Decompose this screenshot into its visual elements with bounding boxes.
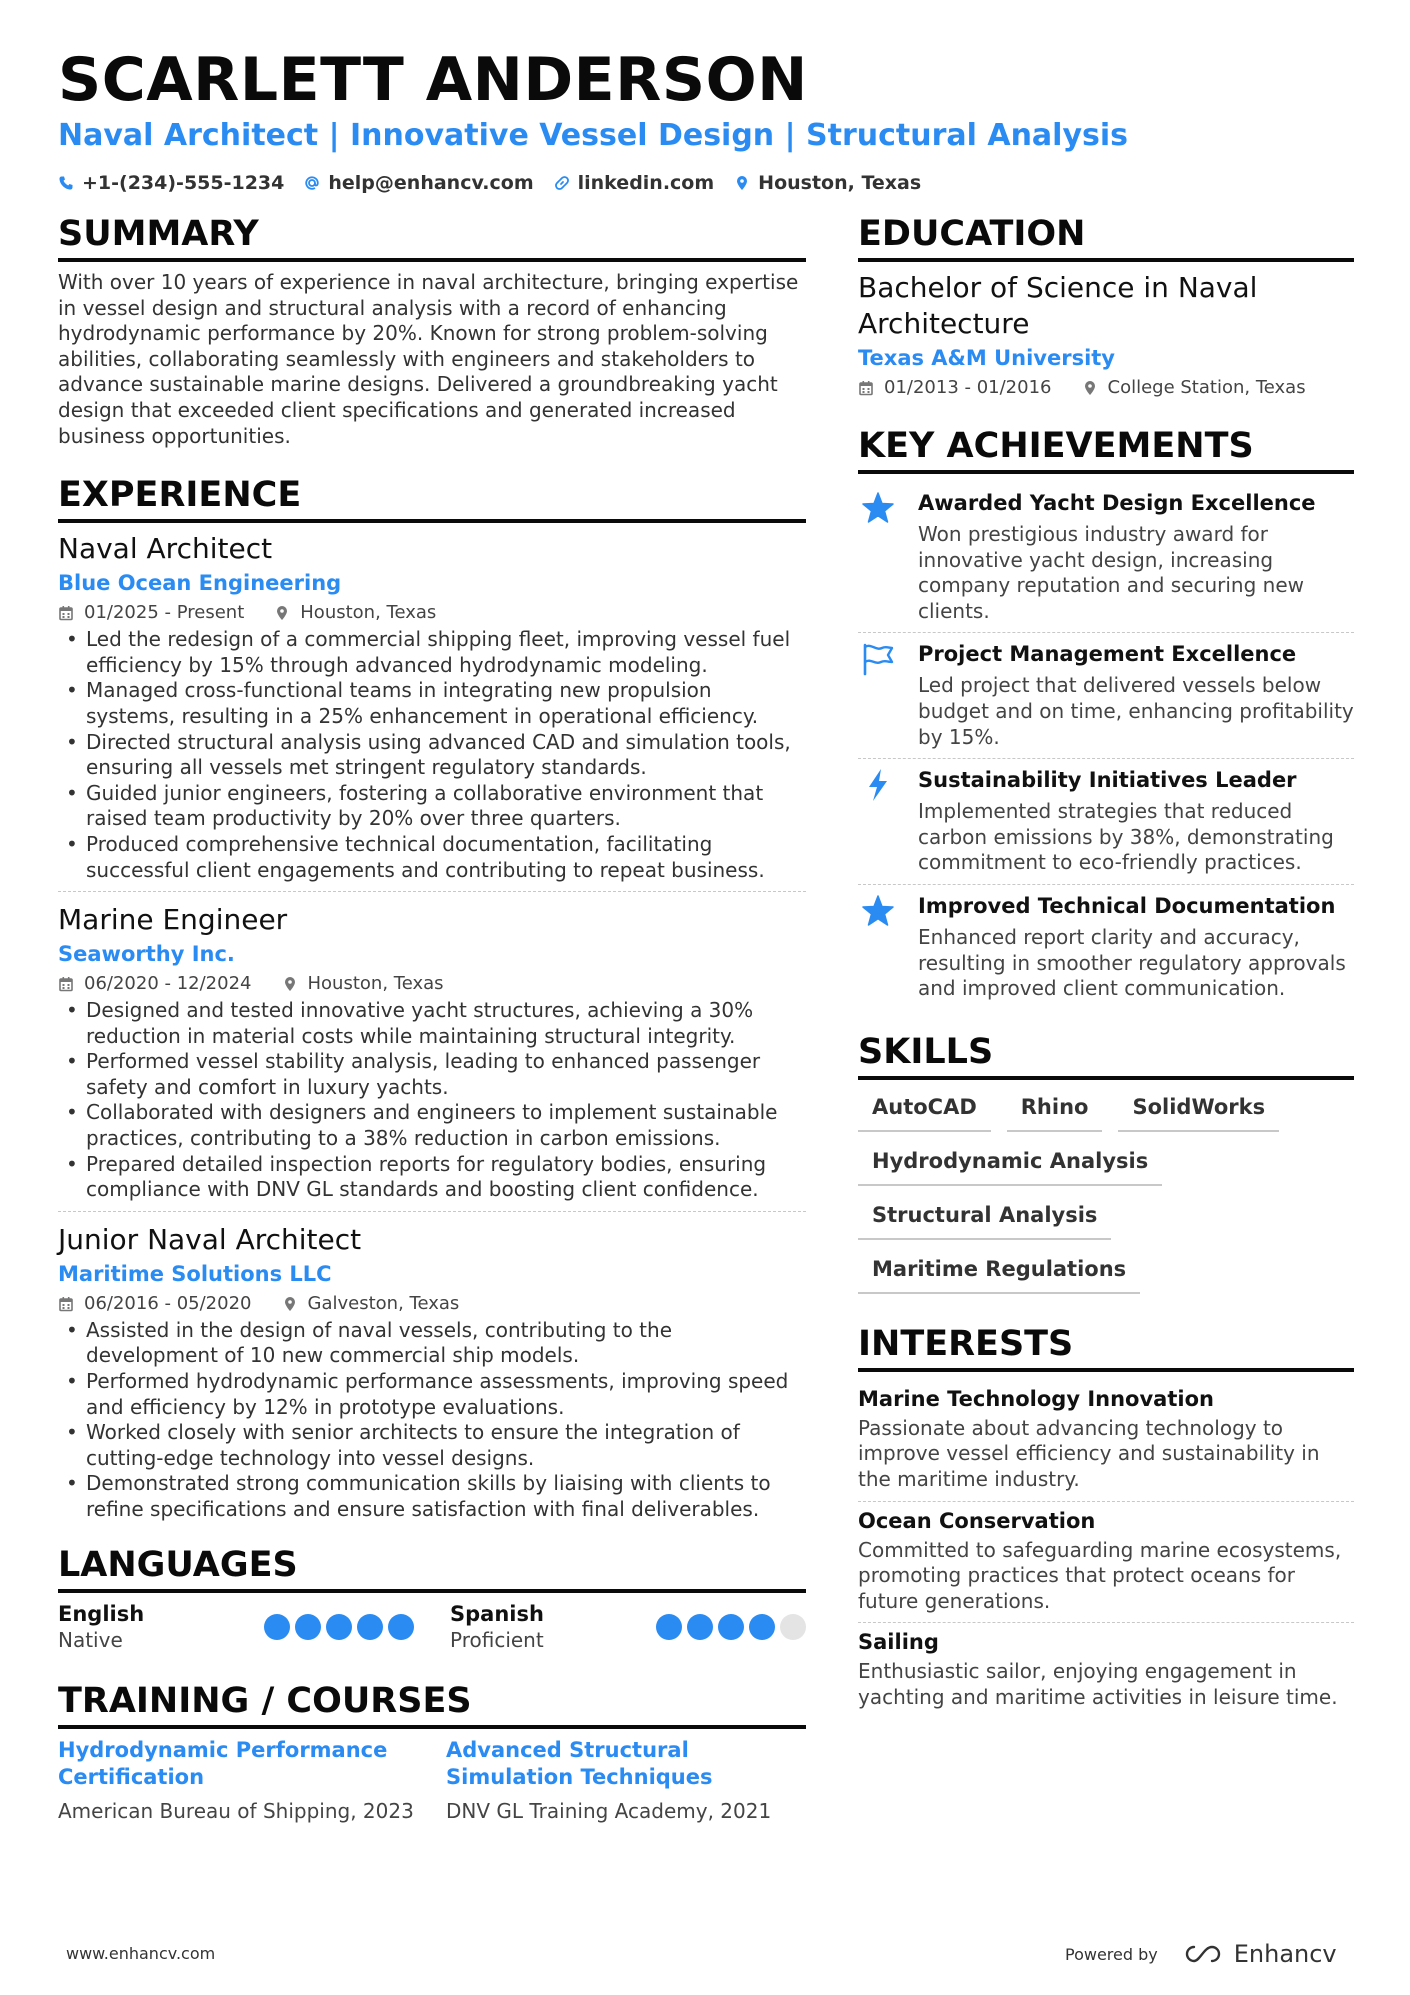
achievement-desc: Enhanced report clarity and accuracy, resulting in smoother regulatory approvals and improved client communication. bbox=[918, 924, 1346, 1001]
footer-url[interactable]: www.enhancv.com bbox=[66, 1944, 216, 1963]
lightning-icon bbox=[860, 767, 896, 803]
email-text: help@enhancv.com bbox=[328, 172, 534, 194]
calendar-icon bbox=[858, 380, 874, 396]
skills-section bbox=[858, 1030, 1354, 1304]
achievement-desc: Implemented strategies that reduced carbon emissions by 38%, demonstrating commitment to eco-friendly practices. bbox=[918, 799, 1334, 875]
job-bullet: • Led the redesign of a commercial shipping fleet, improving vessel fuel efficiency by 15% through advanced hydrodynamic modeling. bbox=[58, 627, 806, 678]
interest-title: Ocean Conservation bbox=[858, 1508, 1096, 1533]
interest-desc: Passionate about advancing technology to improve vessel efficiency and sustainability in the maritime industry. bbox=[858, 1415, 1320, 1491]
course-item bbox=[58, 1737, 418, 1825]
phone-icon bbox=[58, 175, 74, 191]
enhancv-logo-icon bbox=[1180, 1943, 1226, 1965]
achievement-body bbox=[918, 639, 1354, 750]
at-icon bbox=[304, 175, 320, 191]
achievement-title: Improved Technical Documentation bbox=[918, 893, 1336, 918]
company-name: Seaworthy Inc. bbox=[58, 942, 235, 967]
contact-linkedin[interactable] bbox=[554, 172, 715, 194]
education-dates-text: 01/2013 - 01/2016 bbox=[884, 377, 1052, 398]
left-column bbox=[58, 212, 806, 1825]
headline: Naval Architect | Innovative Vessel Design | Structural Analysis bbox=[58, 118, 1129, 153]
course-item bbox=[446, 1737, 806, 1825]
language-item bbox=[58, 1601, 414, 1653]
rating-dot-filled bbox=[357, 1614, 383, 1640]
course-list bbox=[58, 1737, 806, 1825]
interest-item bbox=[858, 1623, 1354, 1718]
powered-by bbox=[1065, 1940, 1337, 1968]
language-level: Native bbox=[58, 1627, 123, 1652]
flag-icon bbox=[860, 641, 896, 677]
achievement-icon bbox=[858, 891, 918, 1002]
rating-dot-filled bbox=[388, 1614, 414, 1640]
job-bullet: • Produced comprehensive technical documentation, facilitating successful client engagements and contributing to repeat business. bbox=[58, 832, 806, 883]
job-title: Naval Architect bbox=[58, 532, 273, 566]
achievement-body bbox=[918, 488, 1354, 624]
contact-phone[interactable] bbox=[58, 172, 284, 194]
job-title: Junior Naval Architect bbox=[58, 1222, 362, 1256]
education-section bbox=[858, 212, 1354, 402]
calendar-icon bbox=[58, 1296, 74, 1312]
company-name: Blue Ocean Engineering bbox=[58, 571, 342, 596]
section-title-skills: SKILLS bbox=[858, 1030, 1354, 1080]
job-bullet: • Worked closely with senior architects to ensure the integration of cutting-edge technology into vessel designs. bbox=[58, 1420, 806, 1471]
interests-section bbox=[858, 1322, 1354, 1719]
course-org: DNV GL Training Academy, 2021 bbox=[446, 1798, 772, 1823]
achievement-item bbox=[858, 482, 1354, 633]
rating-dot-filled bbox=[749, 1614, 775, 1640]
language-text bbox=[58, 1601, 144, 1653]
achievement-item bbox=[858, 885, 1354, 1010]
job-location-text: Houston, Texas bbox=[307, 973, 444, 995]
location-text: Houston, Texas bbox=[758, 172, 922, 194]
right-column bbox=[858, 212, 1354, 1718]
rating-dot-filled bbox=[264, 1614, 290, 1640]
star-icon bbox=[860, 893, 896, 929]
education-meta bbox=[858, 374, 1354, 402]
contact-location bbox=[734, 172, 921, 194]
linkedin-text: linkedin.com bbox=[577, 172, 715, 194]
company-name: Maritime Solutions LLC bbox=[58, 1261, 332, 1286]
language-level: Proficient bbox=[450, 1627, 544, 1652]
powered-by-label: Powered by bbox=[1065, 1944, 1158, 1964]
interest-item bbox=[858, 1502, 1354, 1624]
rating-dot-filled bbox=[687, 1614, 713, 1640]
job-bullets bbox=[58, 627, 806, 883]
job-location-text: Houston, Texas bbox=[300, 602, 437, 624]
degree: Bachelor of Science in Naval Architecture bbox=[858, 271, 1258, 340]
section-title-summary: SUMMARY bbox=[58, 212, 806, 262]
rating-dot-filled bbox=[718, 1614, 744, 1640]
enhancv-logo-text: Enhancv bbox=[1233, 1940, 1337, 1968]
job-dates-text: 01/2025 - Present bbox=[84, 602, 245, 624]
section-title-education: EDUCATION bbox=[858, 212, 1354, 262]
experience-section bbox=[58, 473, 806, 1530]
achievement-icon bbox=[858, 765, 918, 876]
interest-item bbox=[858, 1380, 1354, 1502]
course-org: American Bureau of Shipping, 2023 bbox=[58, 1798, 414, 1823]
language-rating bbox=[259, 1614, 414, 1640]
skill-tag: AutoCAD bbox=[858, 1088, 991, 1132]
job-bullets bbox=[58, 998, 806, 1203]
job-bullet: • Demonstrated strong communication skills by liaising with clients to refine specifications and ensure satisfaction with final deliverables. bbox=[58, 1471, 806, 1522]
job-meta bbox=[58, 970, 806, 998]
enhancv-logo[interactable] bbox=[1180, 1940, 1337, 1968]
achievement-icon bbox=[858, 639, 918, 750]
job-bullet: • Prepared detailed inspection reports for regulatory bodies, ensuring compliance with DNV GL standards and boosting client confidence. bbox=[58, 1152, 806, 1203]
achievement-body bbox=[918, 891, 1354, 1002]
job-bullet: • Designed and tested innovative yacht structures, achieving a 30% reduction in material costs while maintaining structural integrity. bbox=[58, 998, 806, 1049]
interest-title: Marine Technology Innovation bbox=[858, 1386, 1214, 1411]
job-location-text: Galveston, Texas bbox=[307, 1292, 460, 1314]
contact-bar bbox=[58, 170, 941, 196]
rating-dot-filled bbox=[295, 1614, 321, 1640]
job-dates-text: 06/2016 - 05/2020 bbox=[84, 1292, 252, 1314]
skill-tag: SolidWorks bbox=[1118, 1088, 1279, 1132]
calendar-icon bbox=[58, 605, 74, 621]
interest-desc: Committed to safeguarding marine ecosystems, promoting practices that protect oceans for future generations. bbox=[858, 1537, 1342, 1613]
job-bullet: • Collaborated with designers and engineers to implement sustainable practices, contributing to a 38% reduction in carbon emissions. bbox=[58, 1100, 806, 1151]
course-title: Advanced Structural Simulation Techniques bbox=[446, 1737, 713, 1789]
skill-tag: Structural Analysis bbox=[858, 1196, 1111, 1240]
job-meta bbox=[58, 599, 806, 627]
achievement-title: Project Management Excellence bbox=[918, 642, 1297, 667]
location-pin-icon bbox=[274, 605, 290, 621]
interest-title: Sailing bbox=[858, 1630, 939, 1655]
job-location bbox=[282, 970, 444, 998]
phone-text: +1-(234)-555-1234 bbox=[82, 172, 285, 194]
calendar-icon bbox=[58, 976, 74, 992]
achievement-list bbox=[858, 482, 1354, 1010]
job-entry bbox=[58, 531, 806, 892]
job-dates bbox=[58, 1290, 252, 1318]
job-location bbox=[274, 599, 436, 627]
achievement-title: Sustainability Initiatives Leader bbox=[918, 768, 1297, 793]
job-meta bbox=[58, 1290, 806, 1318]
job-bullet: • Guided junior engineers, fostering a collaborative environment that raised team productivity by 20% over three quarters. bbox=[58, 781, 806, 832]
skill-tag: Maritime Regulations bbox=[858, 1250, 1140, 1294]
job-dates-text: 06/2020 - 12/2024 bbox=[84, 973, 252, 995]
skill-list bbox=[858, 1088, 1354, 1304]
contact-email[interactable] bbox=[304, 172, 533, 194]
language-name: Spanish bbox=[450, 1601, 544, 1626]
language-rating bbox=[651, 1614, 806, 1640]
job-dates bbox=[58, 599, 244, 627]
language-name: English bbox=[58, 1601, 145, 1626]
education-dates bbox=[858, 374, 1052, 402]
location-pin-icon bbox=[282, 1296, 298, 1312]
language-list bbox=[58, 1601, 806, 1653]
job-entry bbox=[58, 902, 806, 1212]
star-icon bbox=[860, 490, 896, 526]
section-title-training: TRAINING / COURSES bbox=[58, 1679, 806, 1729]
language-text bbox=[450, 1601, 544, 1653]
job-bullet: • Performed hydrodynamic performance assessments, improving speed and efficiency by 12% in prototype evaluations. bbox=[58, 1369, 806, 1420]
job-bullet: • Assisted in the design of naval vessels, contributing to the development of 10 new commercial ship models. bbox=[58, 1318, 806, 1369]
job-location bbox=[282, 1290, 460, 1318]
achievement-desc: Won prestigious industry award for innovative yacht design, increasing company reputation and securing new clients. bbox=[918, 522, 1304, 623]
job-bullet: • Managed cross-functional teams in integrating new propulsion systems, resulting in a 25% enhancement in operational efficiency. bbox=[58, 678, 806, 729]
achievement-item bbox=[858, 759, 1354, 885]
achievement-title: Awarded Yacht Design Excellence bbox=[918, 491, 1316, 515]
rating-dot-filled bbox=[656, 1614, 682, 1640]
job-bullet: • Directed structural analysis using advanced CAD and simulation tools, ensuring all vessels met stringent regulatory standards. bbox=[58, 730, 806, 781]
achievement-desc: Led project that delivered vessels below budget and on time, enhancing profitability by 15%. bbox=[918, 673, 1354, 749]
job-entry bbox=[58, 1222, 806, 1531]
link-icon bbox=[554, 175, 570, 191]
education-location-text: College Station, Texas bbox=[1107, 377, 1306, 398]
rating-dot-filled bbox=[326, 1614, 352, 1640]
section-title-achievements: KEY ACHIEVEMENTS bbox=[858, 424, 1354, 474]
school: Texas A&M University bbox=[858, 346, 1115, 370]
skill-tag: Hydrodynamic Analysis bbox=[858, 1142, 1162, 1186]
job-list bbox=[58, 531, 806, 1530]
achievement-body bbox=[918, 765, 1354, 876]
location-pin-icon bbox=[282, 976, 298, 992]
languages-section bbox=[58, 1543, 806, 1653]
education-location bbox=[1082, 374, 1306, 402]
location-pin-icon bbox=[1082, 380, 1098, 396]
achievement-item bbox=[858, 633, 1354, 759]
achievement-icon bbox=[858, 488, 918, 624]
interest-desc: Enthusiastic sailor, enjoying engagement in yachting and maritime activities in leisure time. bbox=[858, 1659, 1338, 1709]
job-title: Marine Engineer bbox=[58, 903, 288, 937]
skill-tag: Rhino bbox=[1007, 1088, 1103, 1132]
section-title-interests: INTERESTS bbox=[858, 1322, 1354, 1372]
section-title-languages: LANGUAGES bbox=[58, 1543, 806, 1593]
rating-dot-empty bbox=[780, 1614, 806, 1640]
section-title-experience: EXPERIENCE bbox=[58, 473, 806, 523]
summary-section bbox=[58, 212, 806, 449]
candidate-name: SCARLETT ANDERSON bbox=[58, 45, 808, 115]
job-dates bbox=[58, 970, 252, 998]
course-title: Hydrodynamic Performance Certification bbox=[58, 1737, 388, 1789]
achievements-section bbox=[858, 424, 1354, 1010]
interest-list bbox=[858, 1380, 1354, 1719]
job-bullet: • Performed vessel stability analysis, leading to enhanced passenger safety and comfort in luxury yachts. bbox=[58, 1049, 806, 1100]
summary-text: With over 10 years of experience in naval architecture, bringing expertise in vessel design and structural analysis with a record of enhancing hydrodynamic performance by 20%. Known for strong problem-solving abilities, collaborating seamlessly with engineers and stakeholders to advance sustainable marine designs. Delivered a groundbreaking yacht design that exceeded client specifications and generated increased business opportunities. bbox=[58, 270, 799, 448]
location-pin-icon bbox=[734, 175, 750, 191]
language-item bbox=[450, 1601, 806, 1653]
training-section bbox=[58, 1679, 806, 1825]
job-bullets bbox=[58, 1318, 806, 1523]
